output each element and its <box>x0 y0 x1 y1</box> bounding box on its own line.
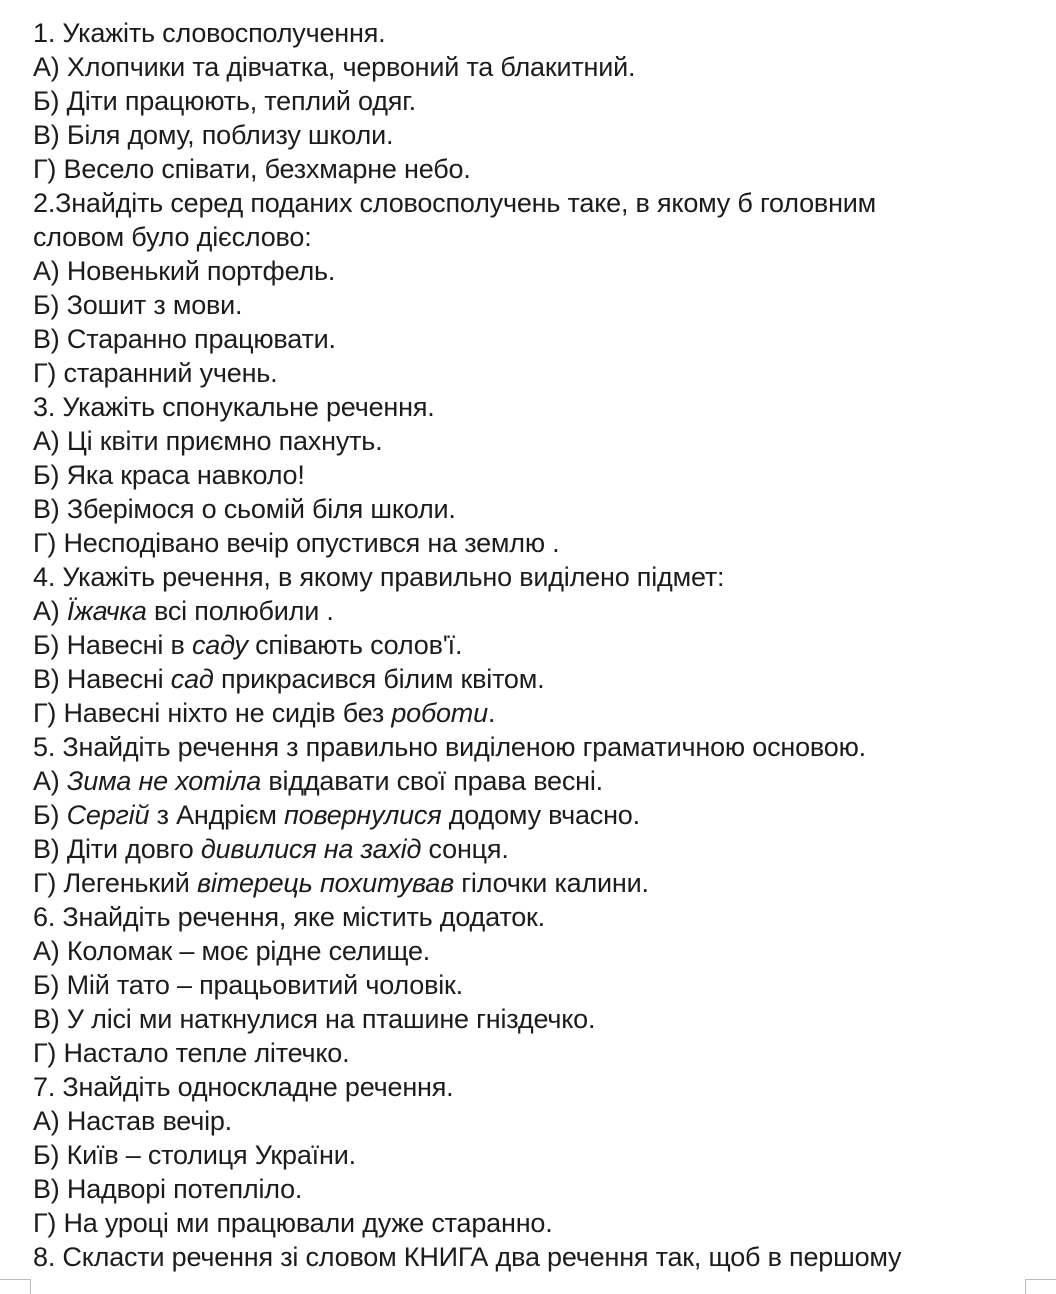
text-line <box>33 84 1033 118</box>
text-line <box>33 288 1033 322</box>
text-line <box>33 730 1033 764</box>
line-text: В) Навесні <box>33 664 171 694</box>
line-text: А) <box>33 596 67 626</box>
text-line <box>33 254 1033 288</box>
text-line <box>33 118 1033 152</box>
line-text: співають солов'ї. <box>247 630 463 660</box>
text-line <box>33 1172 1033 1206</box>
text-line <box>33 424 1033 458</box>
text-line <box>33 764 1033 798</box>
text-line <box>33 866 1033 900</box>
text-line <box>33 16 1033 50</box>
line-text: А) Настав вечір. <box>33 1106 232 1136</box>
text-line <box>33 934 1033 968</box>
text-line <box>33 526 1033 560</box>
line-text: А) Хлопчики та дівчатка, червоний та блакитний. <box>33 52 636 82</box>
text-line <box>33 50 1033 84</box>
text-line <box>33 1002 1033 1036</box>
highlighted-word: Сергій <box>66 800 150 830</box>
text-line <box>33 152 1033 186</box>
text-line <box>33 322 1033 356</box>
line-text: 5. Знайдіть речення з правильно виділеною граматичною основою. <box>33 732 866 762</box>
highlighted-word: вітерець похитував <box>196 868 454 898</box>
line-text: Б) Навесні в <box>33 630 192 660</box>
text-line <box>33 220 1033 254</box>
line-text: 8. Скласти речення зі словом КНИГА два речення так, щоб в першому <box>33 1242 902 1272</box>
line-text: всі полюбили . <box>146 596 334 626</box>
line-text: Б) Яка краса навколо! <box>33 460 305 490</box>
line-text: гілочки калини. <box>453 868 649 898</box>
text-line <box>33 356 1033 390</box>
text-line <box>33 458 1033 492</box>
line-text: віддавати свої права весні. <box>261 766 603 796</box>
line-text: Г) Несподівано вечір опустився на землю . <box>33 528 560 558</box>
line-text: В) Старанно працювати. <box>33 324 336 354</box>
highlighted-word: повернулися <box>284 800 442 830</box>
text-line <box>33 186 1033 220</box>
text-line <box>33 968 1033 1002</box>
line-text: прикрасився білим квітом. <box>213 664 545 694</box>
text-line <box>33 1138 1033 1172</box>
line-text: додому вчасно. <box>441 800 640 830</box>
text-line <box>33 900 1033 934</box>
line-text: Г) Настало тепле літечко. <box>33 1038 350 1068</box>
line-text: Г) старанний учень. <box>33 358 278 388</box>
line-text: Б) Мій тато – працьовитий чоловік. <box>33 970 463 1000</box>
text-line <box>33 594 1033 628</box>
line-text: Г) Навесні ніхто не сидів без <box>33 698 392 728</box>
text-line <box>33 390 1033 424</box>
highlighted-word: Зима не хотіла <box>66 766 262 796</box>
line-text: Б) Діти працюють, теплий одяг. <box>33 86 416 116</box>
line-text: Б) Зошит з мови. <box>33 290 243 320</box>
text-line <box>33 662 1033 696</box>
worksheet-text <box>33 16 1033 1274</box>
text-line <box>33 560 1033 594</box>
line-text: з Андрієм <box>149 800 285 830</box>
text-line <box>33 1240 1033 1274</box>
text-line <box>33 1206 1033 1240</box>
line-text: 4. Укажіть речення, в якому правильно виділено підмет: <box>33 562 725 592</box>
highlighted-word: Їжачка <box>66 596 147 626</box>
text-line <box>33 798 1033 832</box>
highlighted-word: дивилися на захід <box>200 834 422 864</box>
line-text: 6. Знайдіть речення, яке містить додаток. <box>33 902 545 932</box>
page-corner-left <box>0 1279 31 1294</box>
line-text: Г) На уроці ми працювали дуже старанно. <box>33 1208 553 1238</box>
text-line <box>33 696 1033 730</box>
line-text: Б) <box>33 800 67 830</box>
line-text: В) Зберімося о сьомій біля школи. <box>33 494 456 524</box>
text-line <box>33 1104 1033 1138</box>
line-text: В) Надворі потепліло. <box>33 1174 303 1204</box>
line-text: . <box>487 698 496 728</box>
line-text: В) Біля дому, поблизу школи. <box>33 120 394 150</box>
highlighted-word: саду <box>191 630 248 660</box>
line-text: А) <box>33 766 67 796</box>
highlighted-word: сад <box>170 664 214 694</box>
line-text: А) Ці квіти приємно пахнуть. <box>33 426 383 456</box>
line-text: 2.Знайдіть серед поданих словосполучень таке, в якому б головним <box>33 188 877 218</box>
line-text: В) У лісі ми наткнулися на пташине гніздечко. <box>33 1004 596 1034</box>
text-line <box>33 492 1033 526</box>
line-text: В) Діти довго <box>33 834 201 864</box>
line-text: сонця. <box>421 834 509 864</box>
line-text: Б) Київ – столиця України. <box>33 1140 356 1170</box>
line-text: Г) Весело співати, безхмарне небо. <box>33 154 471 184</box>
line-text: 7. Знайдіть односкладне речення. <box>33 1072 454 1102</box>
text-line <box>33 628 1033 662</box>
line-text: 1. Укажіть словосполучення. <box>33 18 386 48</box>
line-text: А) Новенький портфель. <box>33 256 336 286</box>
line-text: словом було дієслово: <box>33 222 312 252</box>
text-line <box>33 1070 1033 1104</box>
text-line <box>33 1036 1033 1070</box>
highlighted-word: роботи <box>391 698 488 728</box>
page-corner-right <box>1025 1279 1056 1294</box>
line-text: А) Коломак – моє рідне селище. <box>33 936 431 966</box>
line-text: Г) Легенький <box>33 868 197 898</box>
text-line <box>33 832 1033 866</box>
line-text: 3. Укажіть спонукальне речення. <box>33 392 435 422</box>
